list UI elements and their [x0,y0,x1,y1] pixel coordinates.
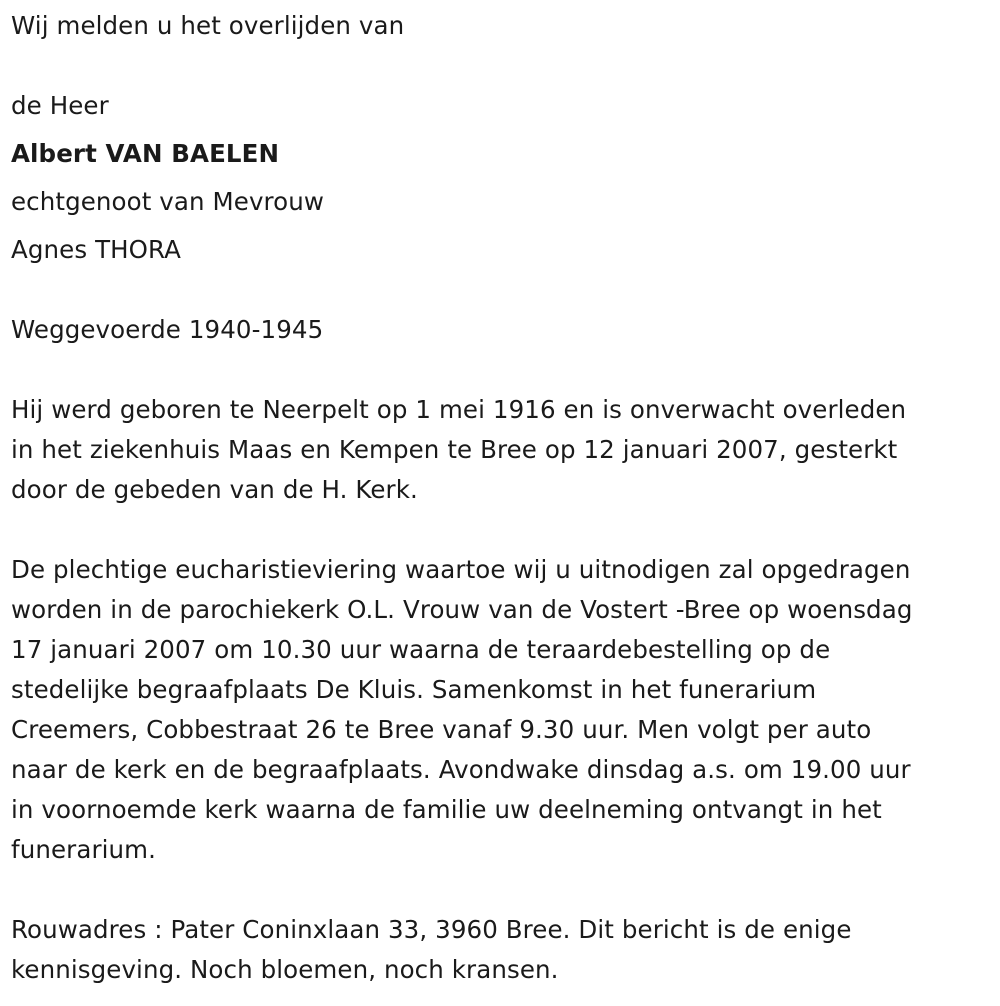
paragraph-line: funerarium. [11,835,157,864]
spouse-line: echtgenoot van Mevrouw [11,187,325,216]
paragraph-line: kennisgeving. Noch bloemen, noch kransen. [11,955,559,984]
paragraph-line: Rouwadres : Pater Coninxlaan 33, 3960 Bree. Dit bericht is de enige [11,915,852,944]
spouse-name: Agnes THORA [11,235,182,264]
paragraph-line: worden in de parochiekerk O.L. Vrouw van de Vostert -Bree op woensdag [11,595,913,624]
paragraph-line: naar de kerk en de begraafplaats. Avondwake dinsdag a.s. om 19.00 uur [11,755,911,784]
paragraph-line: in voornoemde kerk waarna de familie uw deelneming ontvangt in het [11,795,882,824]
paragraph-line: De plechtige eucharistieviering waartoe wij u uitnodigen zal opgedragen [11,555,911,584]
title-prefix: de Heer [11,91,109,120]
paragraph-line: Creemers, Cobbestraat 26 te Bree vanaf 9.30 uur. Men volgt per auto [11,715,872,744]
paragraph-line: stedelijke begraafplaats De Kluis. Samenkomst in het funerarium [11,675,817,704]
deceased-name: Albert VAN BAELEN [11,139,280,168]
paragraph-line: door de gebeden van de H. Kerk. [11,475,418,504]
intro-line: Wij melden u het overlijden van [11,11,405,40]
paragraph-line: 17 januari 2007 om 10.30 uur waarna de teraardebestelling op de [11,635,831,664]
paragraph-line: in het ziekenhuis Maas en Kempen te Bree op 12 januari 2007, gesterkt [11,435,898,464]
paragraph-line: Hij werd geboren te Neerpelt op 1 mei 1916 en is onverwacht overleden [11,395,907,424]
deportee-note: Weggevoerde 1940-1945 [11,315,324,344]
